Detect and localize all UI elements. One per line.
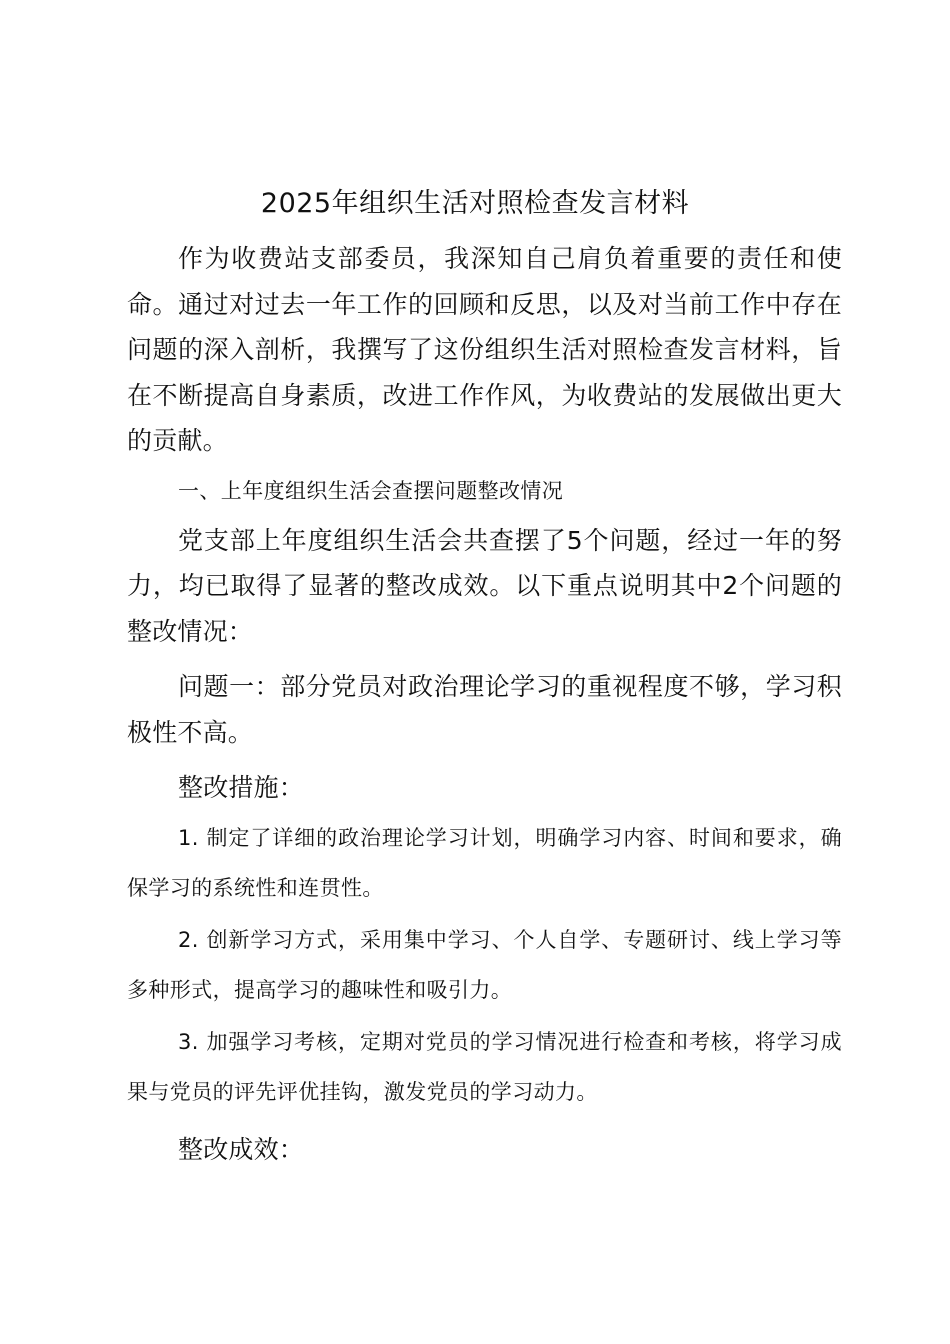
measure-item-1: 1. 制定了详细的政治理论学习计划，明确学习内容、时间和要求，确保学习的系统性和连贯性。 — [127, 825, 842, 900]
problem-one-paragraph: 问题一：部分党员对政治理论学习的重视程度不够，学习积极性不高。 — [127, 672, 842, 747]
section-heading: 一、上年度组织生活会查摆问题整改情况 — [178, 478, 564, 503]
summary-paragraph: 党支部上年度组织生活会共查摆了5个问题，经过一年的努力，均已取得了显著的整改成效。以下重点说明其中2个问题的整改情况： — [127, 525, 842, 646]
document-body — [127, 236, 842, 1172]
measure-item-2: 2. 创新学习方式，采用集中学习、个人自学、专题研讨、线上学习等多种形式，提高学习的趣味性和吸引力。 — [127, 927, 842, 1002]
intro-paragraph: 作为收费站支部委员，我深知自己肩负着重要的责任和使命。通过对过去一年工作的回顾和反思，以及对当前工作中存在问题的深入剖析，我撰写了这份组织生活对照检查发言材料，旨在不断提高自身素质，改进工作作风，为收费站的发展做出更大的贡献。 — [127, 244, 842, 455]
results-heading: 整改成效： — [178, 1134, 305, 1164]
measures-heading: 整改措施： — [178, 773, 305, 802]
measure-item-3: 3. 加强学习考核，定期对党员的学习情况进行检查和考核，将学习成果与党员的评先评优挂钩，激发党员的学习动力。 — [127, 1029, 842, 1104]
document-title: 2025年组织生活对照检查发言材料 — [260, 188, 690, 219]
